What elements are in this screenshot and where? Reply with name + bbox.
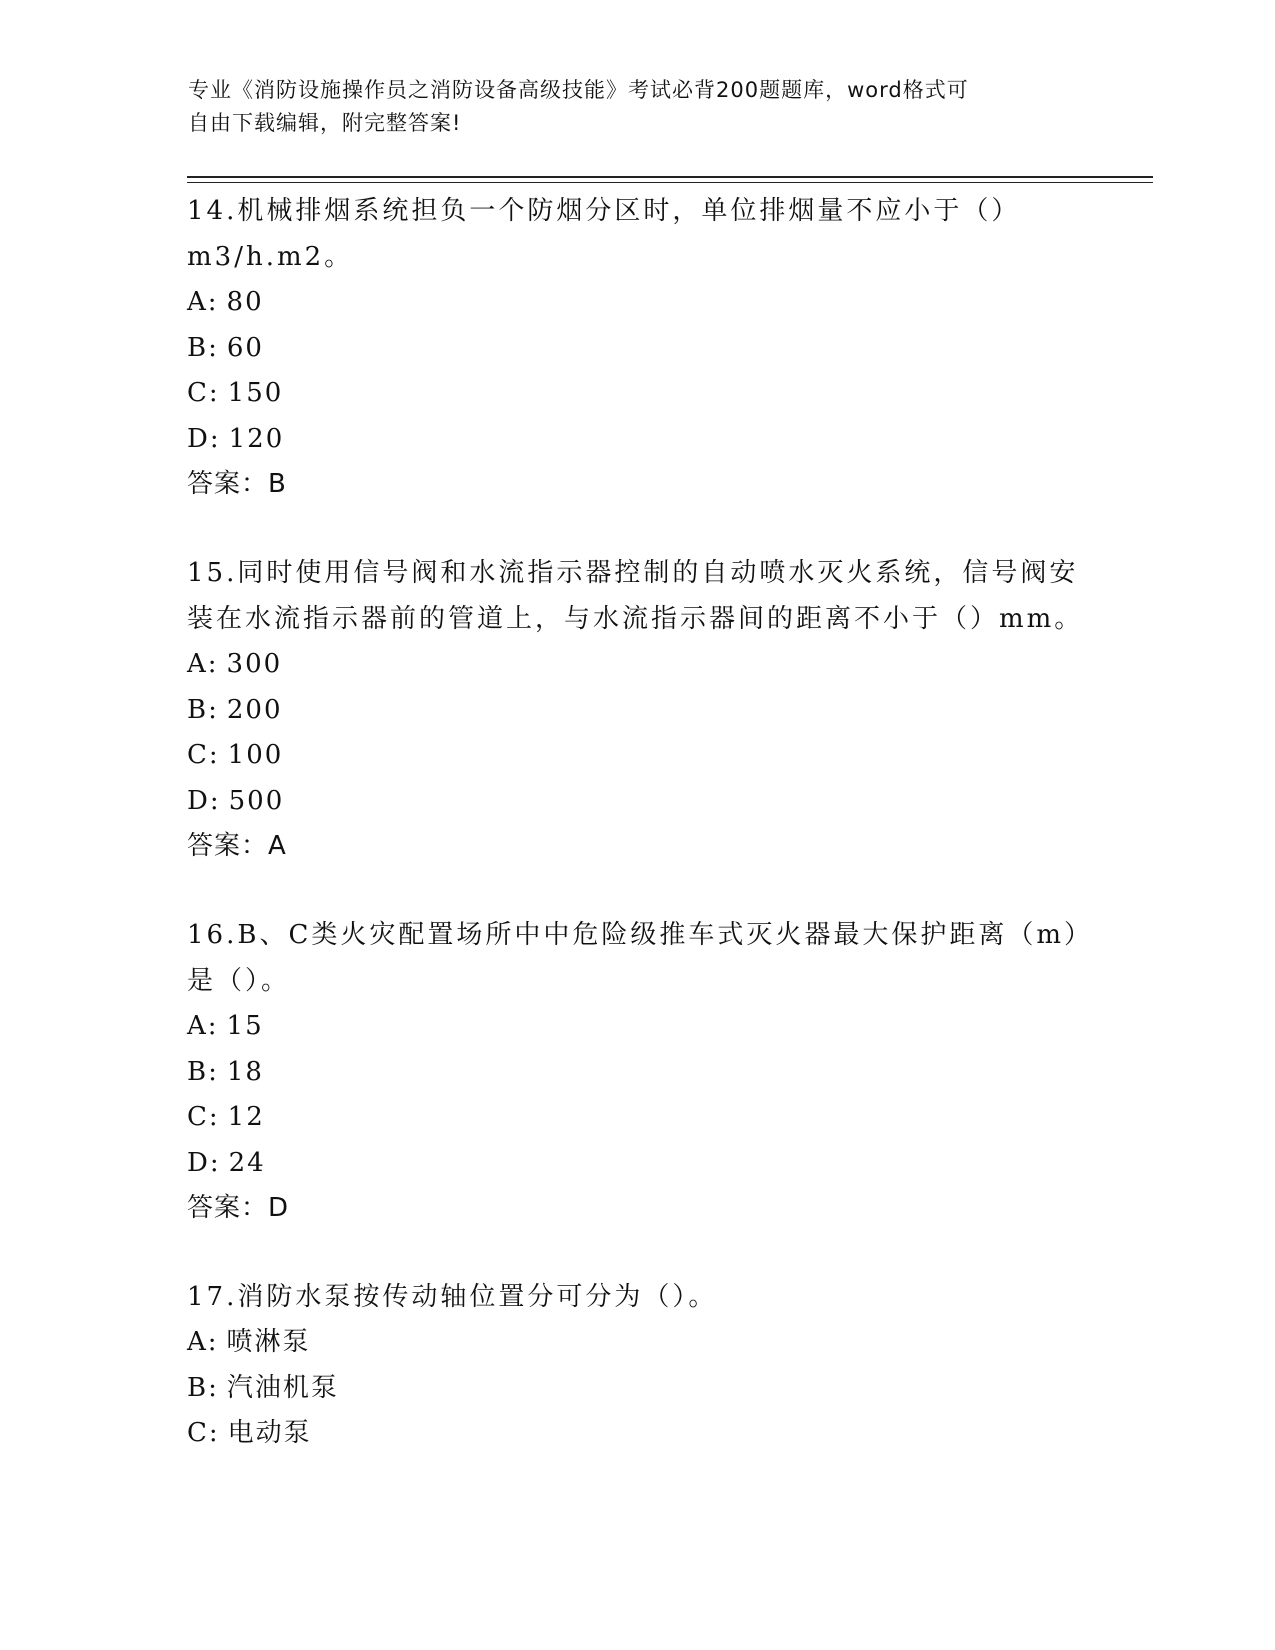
- option-b: [187, 1366, 1087, 1412]
- header-line-2: 自由下载编辑，附完整答案!: [188, 111, 462, 135]
- option-letter: B: [187, 1056, 209, 1087]
- question-stem: [187, 912, 1094, 1004]
- option-a: [187, 642, 1087, 688]
- option-text: 汽油机泵: [226, 1372, 339, 1403]
- option-c: [187, 371, 1087, 417]
- question-stem-line: 装在水流指示器前的管道上，与水流指示器间的距离不小于（）mm。: [187, 604, 1084, 634]
- option-text: 60: [226, 332, 264, 363]
- option-separator: :: [208, 694, 219, 725]
- option-separator: :: [207, 1011, 219, 1041]
- option-c: [187, 1095, 1087, 1141]
- option-text: 150: [227, 378, 284, 408]
- option-d: [187, 779, 1087, 825]
- question-17: [187, 1274, 1087, 1457]
- option-letter: C: [187, 1418, 209, 1448]
- option-text: 电动泵: [227, 1418, 312, 1448]
- answer-value: A: [268, 831, 287, 861]
- question-15: [187, 550, 1087, 868]
- header-divider-thick: [187, 176, 1153, 178]
- option-separator: :: [209, 423, 221, 454]
- option-separator: :: [207, 287, 219, 317]
- header-line-1: 专业《消防设施操作员之消防设备高级技能》考试必背200题题库，word格式可: [188, 78, 969, 102]
- answer-value: B: [268, 469, 287, 499]
- option-letter: D: [187, 785, 210, 816]
- option-letter: C: [187, 1102, 209, 1132]
- option-text: 300: [226, 649, 283, 679]
- question-stem: [187, 550, 1087, 642]
- option-text: 100: [227, 740, 284, 770]
- option-separator: :: [208, 1418, 220, 1448]
- answer-line: [187, 1186, 1087, 1230]
- document-header: [188, 74, 1068, 140]
- option-c: [187, 733, 1087, 779]
- option-separator: :: [208, 1102, 220, 1132]
- option-text: 80: [226, 287, 264, 317]
- question-stem: [187, 188, 1087, 280]
- option-a: [187, 1004, 1087, 1050]
- option-separator: :: [208, 1056, 219, 1087]
- header-divider-thin: [187, 182, 1153, 183]
- option-separator: :: [208, 740, 220, 770]
- question-stem-line: 17.消防水泵按传动轴位置分可分为（）。: [187, 1282, 718, 1312]
- option-separator: :: [207, 1327, 219, 1357]
- option-letter: A: [187, 1327, 208, 1357]
- option-letter: B: [187, 1372, 209, 1403]
- option-separator: :: [209, 1147, 221, 1178]
- option-letter: C: [187, 740, 209, 770]
- question-list: [187, 188, 1094, 1501]
- option-a: [187, 280, 1087, 326]
- question-stem-line: 16.B、C类火灾配置场所中中危险级推车式灭火器最大保护距离（m）: [187, 920, 1094, 950]
- option-letter: C: [187, 378, 209, 408]
- option-separator: :: [208, 1372, 219, 1403]
- option-text: 18: [226, 1056, 264, 1087]
- option-letter: B: [187, 332, 209, 363]
- option-separator: :: [209, 785, 221, 816]
- option-b: [187, 688, 1087, 734]
- answer-label: 答案：: [187, 831, 269, 861]
- option-letter: A: [187, 287, 208, 317]
- question-stem-line: 15.同时使用信号阀和水流指示器控制的自动喷水灭火系统，信号阀安: [187, 558, 1079, 588]
- option-a: [187, 1320, 1087, 1366]
- answer-line: [187, 462, 1087, 506]
- question-stem: [187, 1274, 1087, 1320]
- option-text: 120: [228, 423, 285, 454]
- answer-value: D: [268, 1193, 290, 1223]
- option-d: [187, 417, 1087, 463]
- option-separator: :: [208, 332, 219, 363]
- option-separator: :: [208, 378, 220, 408]
- option-b: [187, 1050, 1087, 1096]
- answer-label: 答案：: [187, 469, 269, 499]
- question-stem-line: 14.机械排烟系统担负一个防烟分区时，单位排烟量不应小于（）: [187, 196, 1021, 226]
- option-b: [187, 326, 1087, 372]
- answer-label: 答案：: [187, 1193, 269, 1223]
- question-stem-line: 是（）。: [187, 966, 291, 996]
- option-letter: A: [187, 649, 208, 679]
- option-letter: D: [187, 1147, 210, 1178]
- option-c: [187, 1411, 1087, 1457]
- option-text: 12: [227, 1102, 265, 1132]
- option-letter: B: [187, 694, 209, 725]
- option-text: 24: [228, 1147, 266, 1178]
- answer-line: [187, 824, 1087, 868]
- option-text: 15: [226, 1011, 264, 1041]
- option-d: [187, 1141, 1087, 1187]
- option-text: 200: [226, 694, 283, 725]
- question-14: [187, 188, 1087, 506]
- question-stem-line: m3/h.m2。: [187, 242, 354, 272]
- question-16: [187, 912, 1094, 1230]
- option-text: 500: [228, 785, 285, 816]
- option-letter: D: [187, 423, 210, 454]
- option-text: 喷淋泵: [226, 1327, 311, 1357]
- option-letter: A: [187, 1011, 208, 1041]
- option-separator: :: [207, 649, 219, 679]
